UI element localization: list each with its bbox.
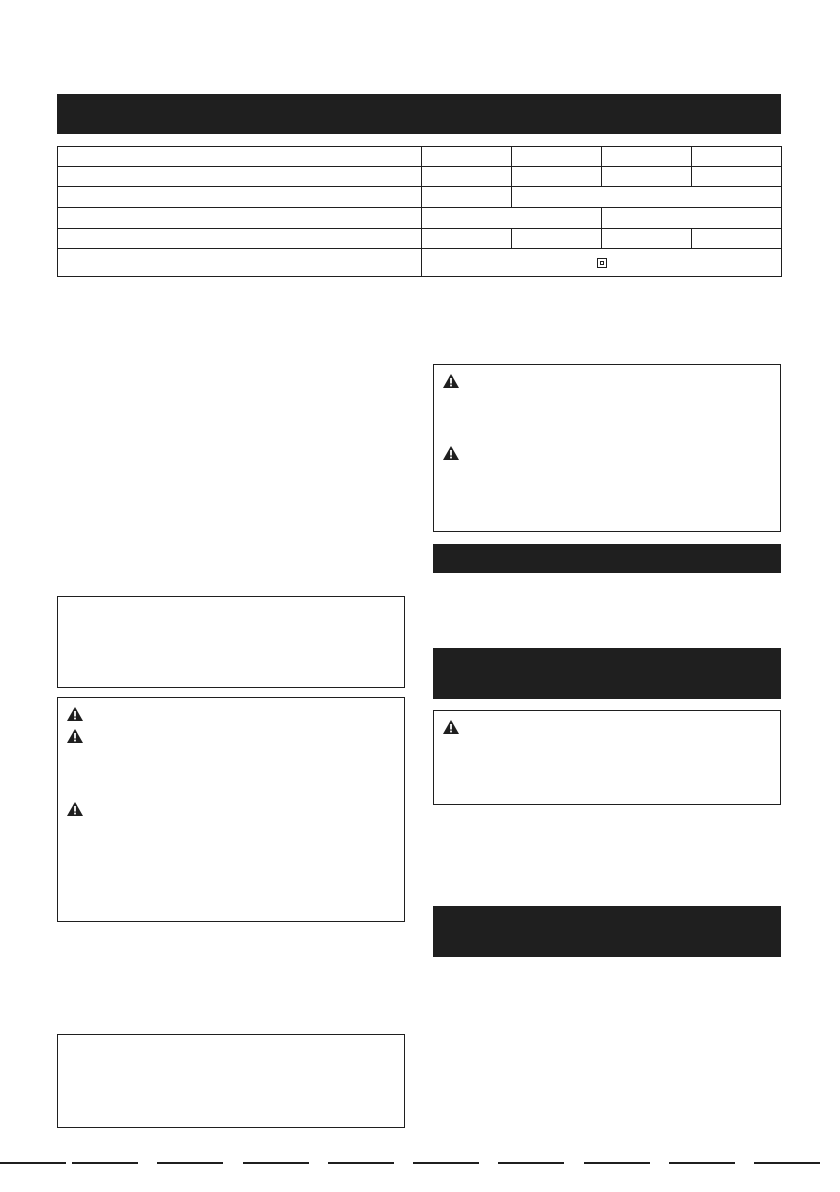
table-cell xyxy=(602,229,692,249)
table-cell xyxy=(692,167,782,187)
table-row xyxy=(58,187,782,208)
table-cell xyxy=(512,147,602,167)
table-cell xyxy=(58,249,422,277)
footer-edge-mark xyxy=(243,1162,309,1164)
table-cell xyxy=(422,167,512,187)
table-row xyxy=(58,208,782,229)
table-cell xyxy=(602,167,692,187)
section-heading-bar-right-1 xyxy=(433,544,781,573)
warning-box-right-middle xyxy=(433,710,781,805)
warning-triangle-icon xyxy=(66,728,84,744)
table-cell xyxy=(692,147,782,167)
warning-triangle-icon xyxy=(66,801,84,817)
table-cell xyxy=(58,147,422,167)
double-insulation-icon xyxy=(597,258,607,268)
warning-box-right-top xyxy=(433,364,781,532)
footer-edge-mark xyxy=(754,1162,820,1164)
table-cell xyxy=(422,147,512,167)
table-cell xyxy=(422,229,512,249)
footer-edge-mark xyxy=(498,1162,564,1164)
warning-triangle-icon xyxy=(442,719,460,735)
table-cell xyxy=(602,147,692,167)
table-row xyxy=(58,167,782,187)
section-heading-bar-top xyxy=(57,94,781,134)
table-cell xyxy=(58,167,422,187)
table-cell xyxy=(512,187,782,208)
table-row xyxy=(58,147,782,167)
table-cell xyxy=(512,167,602,187)
warning-triangle-icon xyxy=(442,373,460,389)
note-box-1 xyxy=(57,596,405,688)
table-cell xyxy=(512,229,602,249)
footer-edge-mark xyxy=(72,1162,138,1164)
footer-edge-mark xyxy=(0,1162,66,1164)
warning-box-left xyxy=(57,697,405,922)
footer-edge-mark xyxy=(328,1162,394,1164)
table-cell xyxy=(58,208,422,229)
warning-triangle-icon xyxy=(442,445,460,461)
table-row xyxy=(58,229,782,249)
table-cell xyxy=(422,208,602,229)
warning-triangle-icon xyxy=(66,706,84,722)
table-cell xyxy=(602,208,782,229)
table-row xyxy=(58,249,782,277)
footer-edge-mark xyxy=(669,1162,735,1164)
footer-edge-mark xyxy=(584,1162,650,1164)
table-cell xyxy=(422,187,512,208)
footer-edge-mark xyxy=(413,1162,479,1164)
section-heading-bar-right-2 xyxy=(433,648,781,699)
section-heading-bar-right-3 xyxy=(433,906,781,957)
table-cell xyxy=(58,187,422,208)
table-cell xyxy=(692,229,782,249)
table-cell xyxy=(422,249,782,277)
note-box-2 xyxy=(57,1034,405,1128)
table-cell xyxy=(58,229,422,249)
specification-table xyxy=(57,146,782,277)
footer-edge-mark xyxy=(157,1162,223,1164)
